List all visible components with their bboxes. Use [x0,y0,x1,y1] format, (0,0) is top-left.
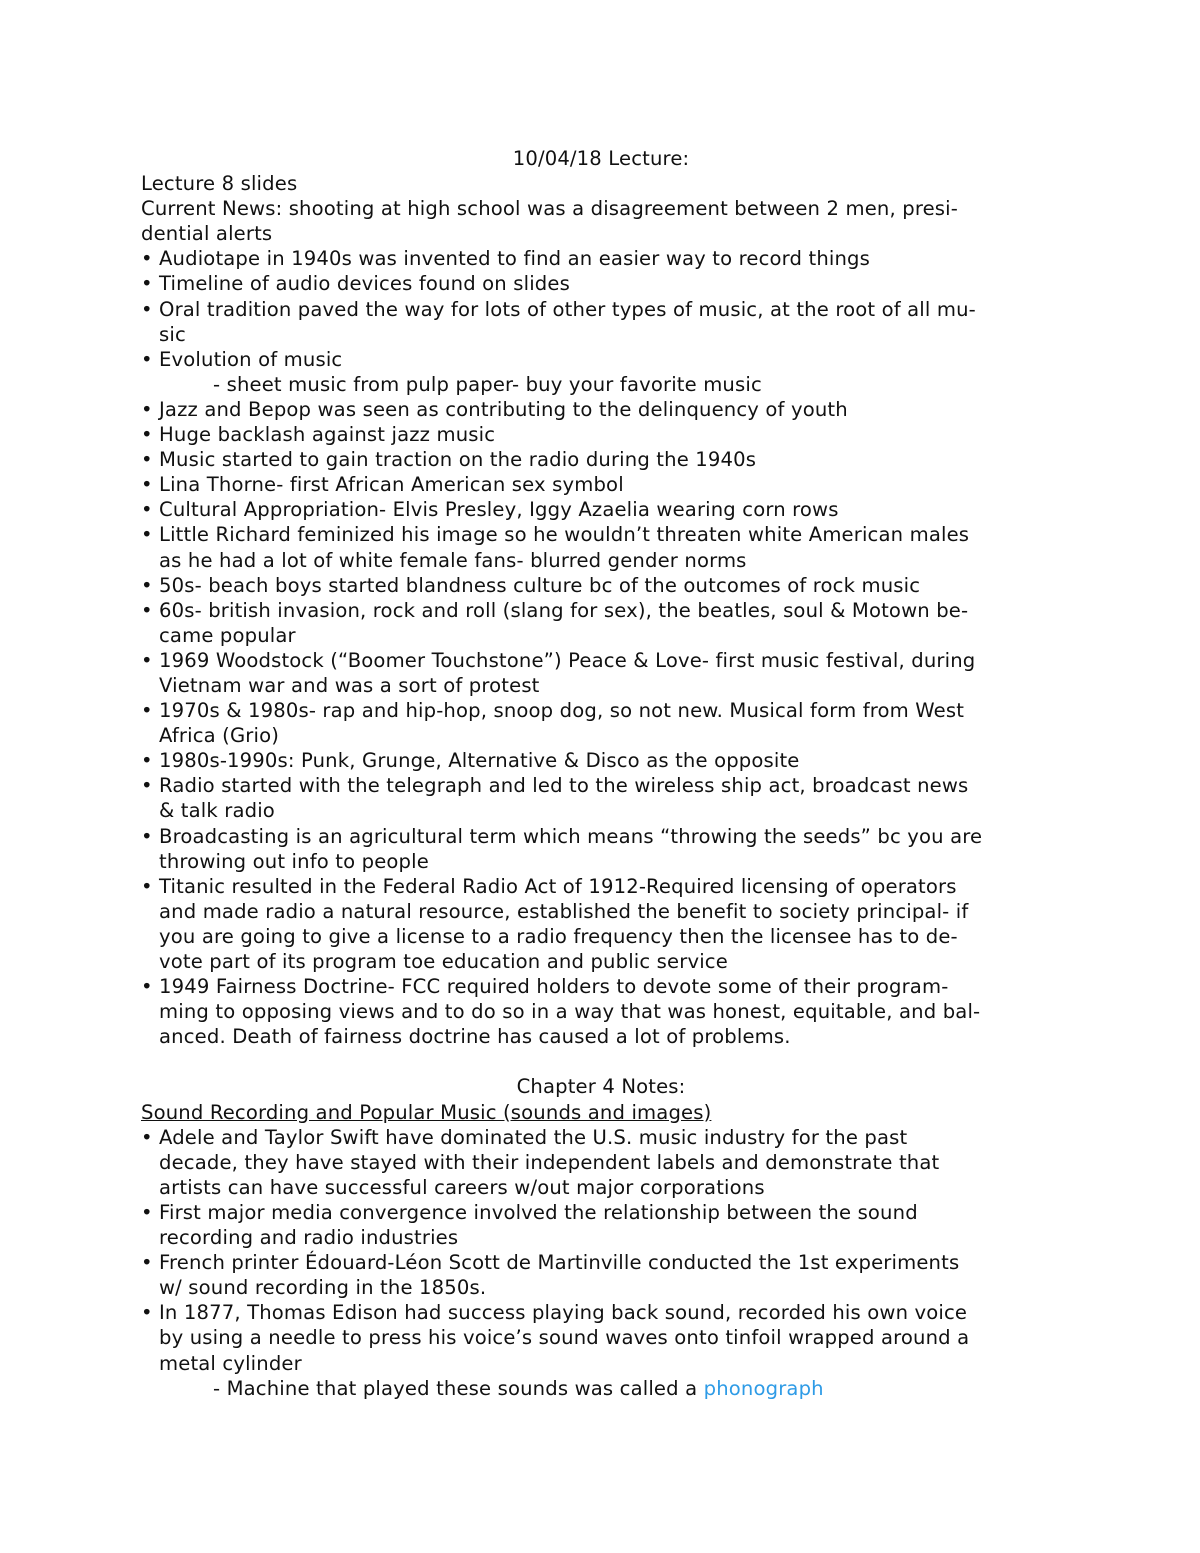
bullet-text-line: throwing out info to people [159,849,429,873]
bullet-text-line: Huge backlash against jazz music [159,423,496,447]
bullet-text-line: anced. Death of fairness doctrine has caused a lot of problems. [159,1025,791,1049]
bullet-text-line: Oral tradition paved the way for lots of other types of music, at the root of all mu- [159,297,976,321]
phonograph-sub-text: - Machine that played these sounds was called a [213,1376,704,1400]
bullet-text [159,974,1061,1049]
bullet-icon: • [141,347,153,371]
current-news-line-1: Current News: shooting at high school was a disagreement between 2 men, presi- [141,197,958,221]
bullet-icon: • [141,473,153,497]
bullet-text [159,347,1061,372]
current-news-line-2: dential alerts [141,222,273,246]
bullet-text-line: Timeline of audio devices found on slides [159,272,570,296]
bullet-item [141,1250,1061,1300]
bullet-item [141,698,1061,748]
bullet-icon: • [141,774,153,798]
bullet-text-line: recording and radio industries [159,1226,459,1250]
bullet-item [141,347,1061,372]
bullet-text-line: as he had a lot of white female fans- blurred gender norms [159,548,747,572]
bullet-item [141,422,1061,447]
lecture-bullet-list-continued [141,397,1061,1049]
bullet-icon: • [141,1200,153,1224]
bullet-item [141,573,1061,598]
bullet-text [159,573,1061,598]
bullet-text-line: 60s- british invasion, rock and roll (slang for sex), the beatles, soul & Motown be- [159,598,969,622]
bullet-text [159,698,1061,748]
bullet-item [141,522,1061,572]
bullet-icon: • [141,975,153,999]
bullet-text-line: Adele and Taylor Swift have dominated the U.S. music industry for the past [159,1125,908,1149]
bullet-text-line: Radio started with the telegraph and led to the wireless ship act, broadcast news [159,774,969,798]
bullet-item [141,246,1061,271]
bullet-text-line: by using a needle to press his voice’s sound waves onto tinfoil wrapped around a [159,1326,970,1350]
bullet-icon: • [141,423,153,447]
bullet-icon: • [141,498,153,522]
bullet-text [159,598,1061,648]
bullet-text-line: 1980s-1990s: Punk, Grunge, Alternative & Disco as the opposite [159,749,800,773]
bullet-icon: • [141,247,153,271]
bullet-item [141,271,1061,296]
phonograph-link[interactable]: phonograph [703,1376,824,1400]
bullet-text [159,748,1061,773]
bullet-item [141,447,1061,472]
bullet-icon: • [141,448,153,472]
lecture-slides-line: Lecture 8 slides [141,172,298,196]
bullet-text [159,422,1061,447]
bullet-text-line: vote part of its program toe education and public service [159,950,728,973]
bullet-text-line: Cultural Appropriation- Elvis Presley, Iggy Azaelia wearing corn rows [159,498,839,522]
bullet-item [141,824,1061,874]
bullet-text-line: Little Richard feminized his image so he wouldn’t threaten white American males [159,523,970,547]
bullet-text [159,824,1061,874]
bullet-text-line: Audiotape in 1940s was invented to find an easier way to record things [159,247,871,271]
bullet-text-line: In 1877, Thomas Edison had success playing back sound, recorded his own voice [159,1301,968,1325]
bullet-item [141,297,1061,347]
bullet-text-line: decade, they have stayed with their independent labels and demonstrate that [159,1150,940,1174]
chapter-heading: Chapter 4 Notes: [516,1075,686,1099]
bullet-item [141,1300,1061,1375]
document-content [141,146,1061,1401]
bullet-icon: • [141,648,153,672]
bullet-icon: • [141,699,153,723]
bullet-text-line: Music started to gain traction on the radio during the 1940s [159,448,757,472]
bullet-text-line: sic [159,322,186,346]
bullet-text-line: 1969 Woodstock (“Boomer Touchstone”) Peace & Love- first music festival, during [159,648,976,672]
bullet-text-line: Lina Thorne- first African American sex symbol [159,473,624,497]
bullet-item [141,472,1061,497]
bullet-text-line: ming to opposing views and to do so in a way that was honest, equitable, and bal- [159,1000,981,1024]
bullet-icon: • [141,297,153,321]
bullet-text-line: artists can have successful careers w/out major corporations [159,1175,765,1199]
bullet-text-line: 1949 Fairness Doctrine- FCC required holders to devote some of their program- [159,975,949,999]
bullet-text-line: you are going to give a license to a radio frequency then the licensee has to de- [159,924,958,948]
chapter-subheading: Sound Recording and Popular Music (sounds and images) [141,1100,712,1124]
bullet-text [159,246,1061,271]
bullet-text-line: Titanic resulted in the Federal Radio Act of 1912-Required licensing of operators [159,874,957,898]
bullet-icon: • [141,749,153,773]
bullet-icon: • [141,598,153,622]
bullet-text-line: and made radio a natural resource, established the benefit to society principal- if [159,899,969,923]
bullet-icon: • [141,1251,153,1275]
bullet-text [159,1200,1061,1250]
bullet-text-line: came popular [159,623,296,647]
bullet-text-line: Evolution of music [159,347,343,371]
bullet-text [159,1250,1061,1300]
bullet-icon: • [141,397,153,421]
bullet-icon: • [141,1301,153,1325]
bullet-text [159,297,1061,347]
bullet-text [159,447,1061,472]
bullet-icon: • [141,573,153,597]
bullet-item [141,648,1061,698]
chapter-bullet-list [141,1125,1061,1376]
bullet-text-line: metal cylinder [159,1351,302,1375]
bullet-item [141,1200,1061,1250]
bullet-icon: • [141,874,153,898]
bullet-item [141,748,1061,773]
bullet-text-line: Jazz and Bepop was seen as contributing to the delinquency of youth [159,397,848,421]
bullet-text-line: 1970s & 1980s- rap and hip-hop, snoop dog, so not new. Musical form from West [159,699,965,723]
bullet-item [141,497,1061,522]
bullet-text [159,1300,1061,1375]
bullet-item [141,974,1061,1049]
bullet-text-line: Broadcasting is an agricultural term which means “throwing the seeds” bc you are [159,824,983,848]
bullet-text-line: Vietnam war and was a sort of protest [159,673,540,697]
bullet-text [159,773,1061,823]
bullet-text [159,497,1061,522]
evolution-sub-item: - sheet music from pulp paper- buy your favorite music [213,372,762,396]
bullet-text [159,271,1061,296]
bullet-item [141,397,1061,422]
lecture-heading: 10/04/18 Lecture: [512,147,690,170]
section-spacer [141,1049,1061,1074]
lecture-bullet-list [141,246,1061,371]
bullet-text-line: Africa (Grio) [159,724,280,748]
bullet-text [159,648,1061,698]
bullet-text-line: & talk radio [159,799,275,823]
phonograph-sub-item [141,1376,1061,1401]
bullet-text-line: 50s- beach boys started blandness culture bc of the outcomes of rock music [159,573,921,597]
bullet-item [141,598,1061,648]
bullet-text-line: w/ sound recording in the 1850s. [159,1276,487,1300]
bullet-text [159,1125,1061,1200]
bullet-item [141,1125,1061,1200]
bullet-text-line: First major media convergence involved the relationship between the sound [159,1200,918,1224]
bullet-text [159,397,1061,422]
bullet-text [159,522,1061,572]
bullet-icon: • [141,824,153,848]
bullet-icon: • [141,1125,153,1149]
bullet-item [141,874,1061,974]
bullet-icon: • [141,272,153,296]
bullet-text [159,874,1061,974]
bullet-text-line: French printer Édouard-Léon Scott de Martinville conducted the 1st experiments [159,1251,960,1275]
bullet-icon: • [141,523,153,547]
bullet-item [141,773,1061,823]
bullet-text [159,472,1061,497]
